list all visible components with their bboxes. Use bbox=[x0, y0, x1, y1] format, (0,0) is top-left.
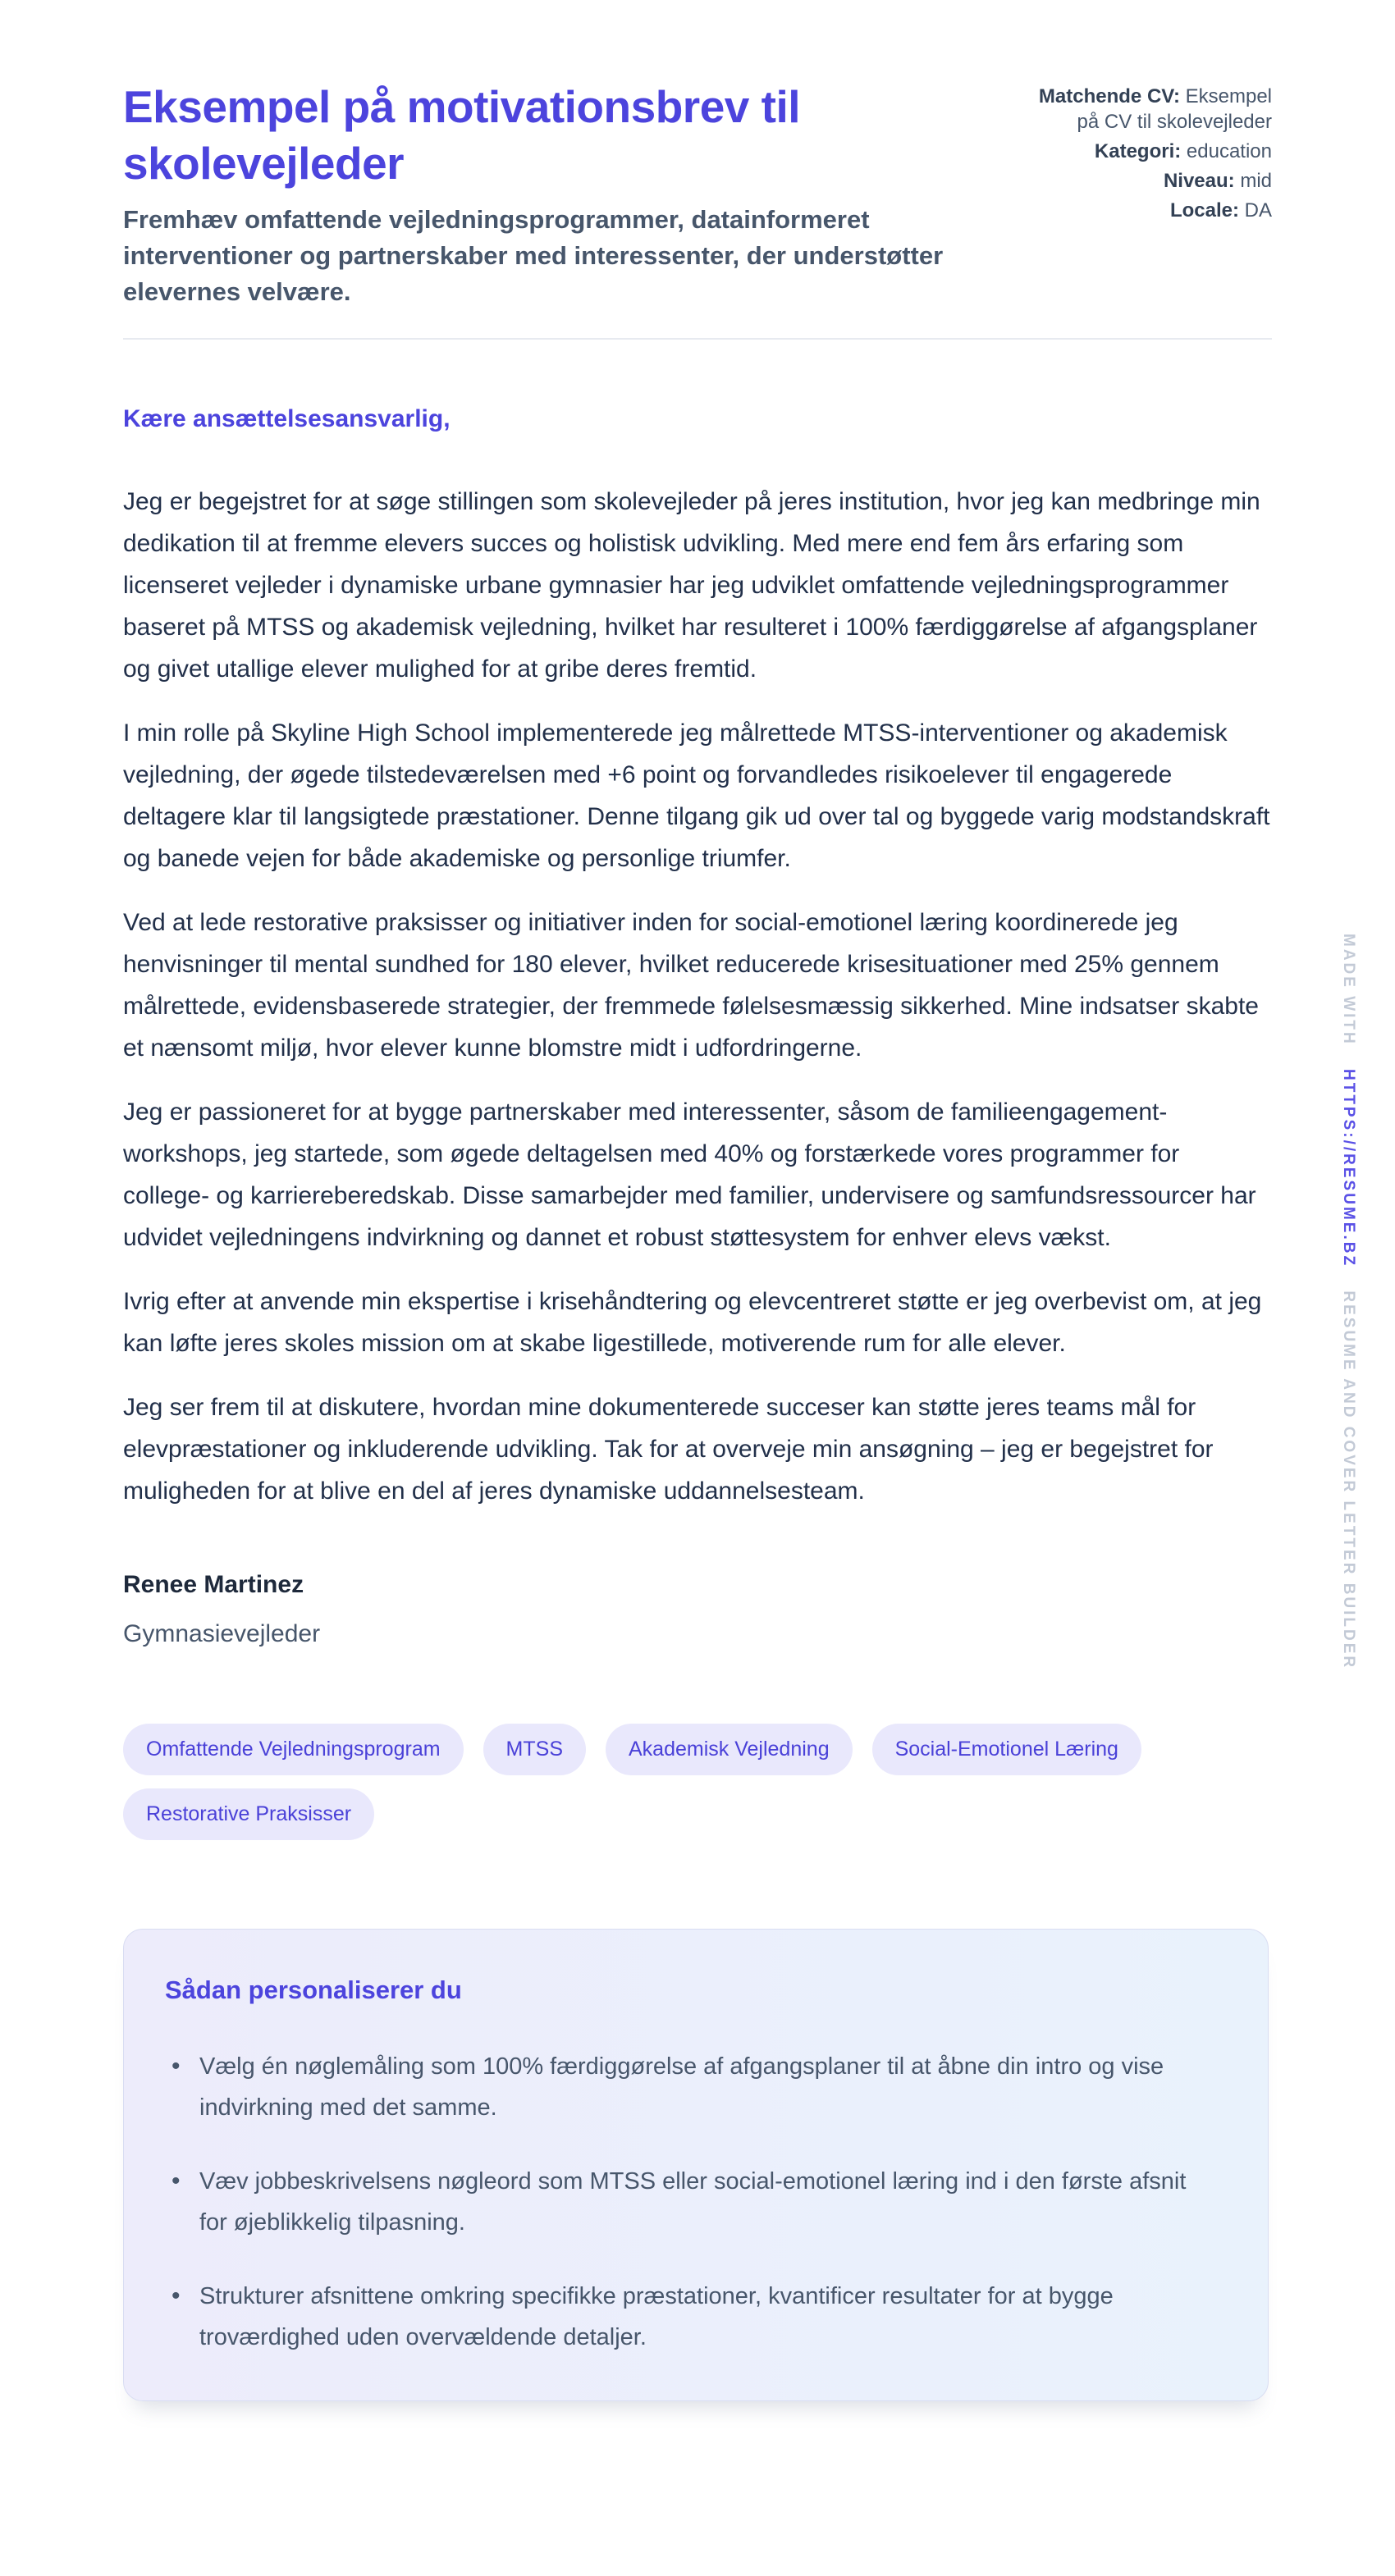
meta-category-label: Kategori: bbox=[1094, 140, 1182, 162]
watermark-suffix: RESUME AND COVER LETTER BUILDER bbox=[1340, 1284, 1357, 1670]
meta-locale bbox=[1026, 198, 1272, 223]
meta-locale-label: Locale: bbox=[1169, 199, 1239, 222]
letter-body bbox=[123, 405, 1272, 1648]
meta-category-value: education bbox=[1186, 140, 1272, 162]
tag-pill[interactable]: Omfattende Vejledningsprogram bbox=[123, 1724, 464, 1775]
tag-pill[interactable]: Akademisk Vejledning bbox=[606, 1724, 853, 1775]
divider bbox=[123, 338, 1272, 340]
meta-locale-value: DA bbox=[1244, 199, 1272, 222]
signature-role: Gymnasievejleder bbox=[123, 1620, 321, 1647]
letter-paragraph: Jeg ser frem til at diskutere, hvordan mine dokumenterede succeser kan støtte jeres teams mål for elevpræstationer og inkluderende udvikling. Tak for at overveje min ansøgning – jeg er begejstret for muligheden for at blive en del af jeres dynamiske uddannelsesteam. bbox=[123, 1394, 1214, 1505]
page-title: Eksempel på motivationsbrev til skolevejleder bbox=[123, 81, 801, 189]
tips-list bbox=[165, 2046, 1227, 2358]
personalization-tips-box bbox=[123, 1929, 1269, 2401]
meta-level bbox=[1026, 168, 1272, 194]
page-subtitle: Fremhæv omfattende vejledningsprogrammer, datainformeret interventioner og partnerskaber med interessenter, der understøtter elevernes velvære. bbox=[123, 205, 944, 306]
letter-paragraph: Jeg er passioneret for at bygge partnerskaber med interessenter, såsom de familieengagement-workshops, jeg startede, som øgede deltagelsen med 40% og forstærkede vores programmer for college- og karriereberedskab. Disse samarbejder med familier, undervisere og samfundsressourcer har udvidet vejledningens indvirkning og dannet et robust støttesystem for enhver elevs vækst. bbox=[123, 1098, 1256, 1251]
meta-category bbox=[1026, 139, 1272, 164]
letter-paragraph: Ivrig efter at anvende min ekspertise i krisehåndtering og elevcentreret støtte er jeg overbevist om, at jeg kan løfte jeres skoles mission om at skabe ligestillede, motiverende rum for alle elever. bbox=[123, 1288, 1262, 1357]
tip-item: • Strukturer afsnittene omkring specifikke præstationer, kvantificer resultater for at bygge troværdighed uden overvældende detaljer. bbox=[165, 2276, 1199, 2358]
letter-paragraph: Ved at lede restorative praksisser og initiativer inden for social-emotionel læring koordinerede jeg henvisninger til mental sundhed for 180 elever, hvilket reducerede krisesituationer med 25% gennem målrettede, evidensbaserede strategier, der fremmede følelsesmæssig sikkerhed. Mine indsatser skabte et nænsomt miljø, hvor elever kunne blomstre midt i udfordringerne. bbox=[123, 909, 1259, 1062]
meta-level-value: mid bbox=[1240, 170, 1272, 192]
watermark bbox=[1339, 934, 1357, 1669]
header-title-block bbox=[123, 79, 993, 310]
meta-matching-cv-label: Matchende CV: bbox=[1038, 85, 1180, 107]
tag-pill[interactable]: MTSS bbox=[483, 1724, 586, 1775]
meta-matching-cv bbox=[1026, 84, 1272, 135]
letter-greeting: Kære ansættelsesansvarlig, bbox=[123, 405, 451, 432]
meta-panel bbox=[1026, 79, 1272, 227]
meta-level-label: Niveau: bbox=[1163, 170, 1235, 192]
meta-matching-cv-value: Eksempel på CV til skolevejleder bbox=[1077, 85, 1272, 133]
letter-paragraph: Jeg er begejstret for at søge stillingen som skolevejleder på jeres institution, hvor jeg kan medbringe min dedikation til at fremme elevers succes og holistisk udvikling. Med mere end fem års erfaring som licenseret vejleder i dynamiske urbane gymnasier har jeg udviklet omfattende vejledningsprogrammer baseret på MTSS og akademisk vejledning, hvilket har resulteret i 100% færdiggørelse af afgangsplaner og givet utallige elever mulighed for at gribe deres fremtid. bbox=[123, 488, 1260, 683]
signature-name: Renee Martinez bbox=[123, 1571, 304, 1598]
watermark-link[interactable]: HTTPS://RESUME.BZ bbox=[1340, 1069, 1357, 1268]
tip-item: • Vælg én nøglemåling som 100% færdiggørelse af afgangsplaner til at åbne din intro og vise indvirkning med det samme. bbox=[165, 2046, 1199, 2128]
letter-paragraph: I min rolle på Skyline High School implementerede jeg målrettede MTSS-interventioner og akademisk vejledning, der øgede tilstedeværelsen med +6 point og forvandledes risikoelever til engagerede deltagere klar til langsigtede præstationer. Denne tilgang gik ud over tal og byggede varig modstandskraft og banede vejen for både akademiske og personlige triumfer. bbox=[123, 719, 1270, 872]
tag-list bbox=[123, 1724, 1272, 1840]
tag-pill[interactable]: Restorative Praksisser bbox=[123, 1788, 374, 1840]
signature bbox=[123, 1571, 1272, 1648]
tips-title: Sådan personaliserer du bbox=[165, 1975, 462, 2004]
tip-item: • Væv jobbeskrivelsens nøgleord som MTSS eller social-emotionel læring ind i den første afsnit for øjeblikkelig tilpasning. bbox=[165, 2161, 1199, 2243]
tag-pill[interactable]: Social-Emotionel Læring bbox=[872, 1724, 1141, 1775]
header bbox=[123, 79, 1272, 310]
watermark-made-with: MADE WITH bbox=[1340, 934, 1357, 1053]
